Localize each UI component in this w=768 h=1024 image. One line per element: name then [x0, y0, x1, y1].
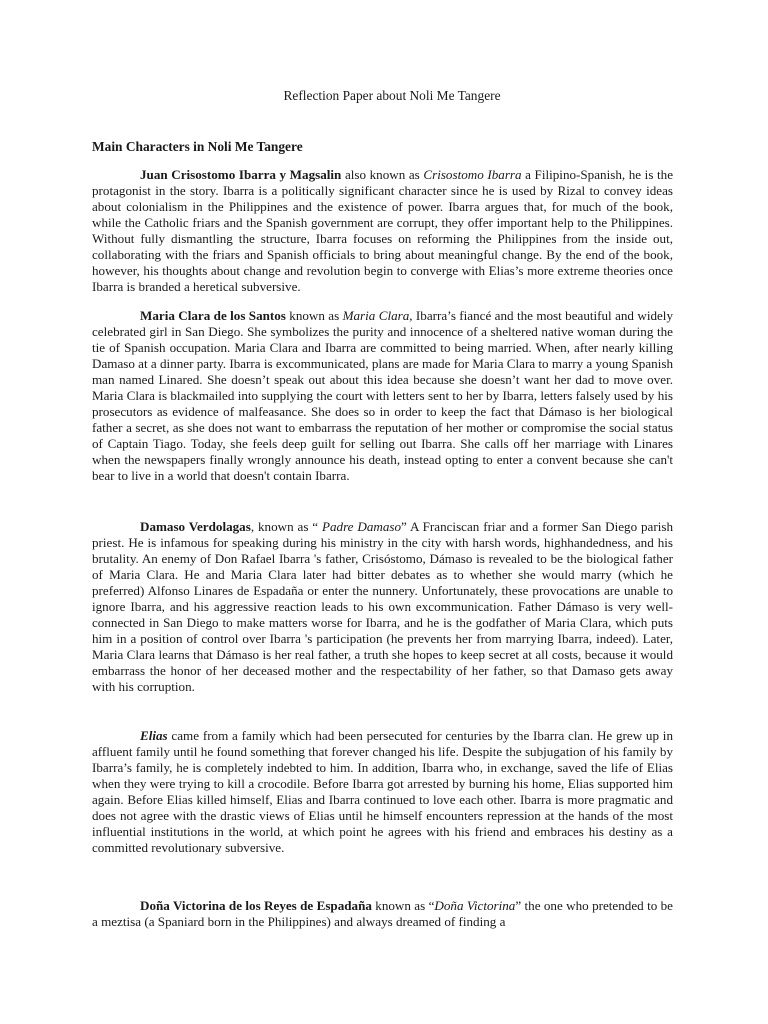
paragraph-text: known as — [285, 308, 343, 323]
paragraph-dona-victorina — [92, 898, 673, 930]
character-name: Damaso Verdolagas — [140, 519, 251, 534]
character-name: Elias — [140, 728, 168, 743]
paragraph-text: a Filipino-Spanish, he is the protagonist in the story. Ibarra is a politically significant character since he is used by Rizal to convey ideas about colonialism in the Philippines and the existence of power. Ibarra argues that, for much of the book, while the Catholic friars and the Spanish government are corrupt, they offer important help to the Philippines. Without fully dismantling the structure, Ibarra focuses on reforming the Philippines from the inside out, collaborating with the friars and Spanish officials to bring about meaningful change. By the end of the book, however, his thoughts about change and revolution begin to converge with Elias’s more extreme theories once Ibarra is branded a heretical subversive. — [92, 167, 674, 294]
character-alias: Maria Clara — [342, 308, 410, 323]
paragraph-text: came from a family which had been persecuted for centuries by the Ibarra clan. He grew up in affluent family until he found something that forever changed his life. Despite the subjugation of his family by Ibarra’s family, he is completely indebted to him. In addition, Ibarra who, in exchange, saved the life of Elias when they were trying to kill a crocodile. Before Ibarra got arrested by burning his home, Elias supported him again. Before Elias killed himself, Elias and Ibarra continued to love each other. Ibarra is more pragmatic and does not agree with the drastic views of Elias until he himself encounters repression at the hands of the most influential institutions in the world, at which point he agrees with his friend and embraces his destiny as a committed revolutionary subversive. — [92, 728, 673, 855]
character-name: Doña Victorina de los Reyes de Espadaña — [140, 898, 372, 913]
paragraph-text: ” A Franciscan friar and a former San Diego parish priest. He is infamous for speaking during his ministry in the city with harsh words, highhandedness, and his brutality. An enemy of Don Rafael Ibarra 's father, Crisóstomo, Dámaso is revealed to be the biological father of Maria Clara. He and Maria Clara later had bitter debates as to whether she would marry (which he preferred) Alfonso Linares de Espadaña or enter the nunnery. Unfortunately, these provocations are unable to ignore Ibarra, and his aggressive reaction leads to his own excommunication. Father Dámaso is very well-connected in San Diego to make matters worse for Ibarra, and he is the godfather of Maria Clara, which puts him in a position of control over Ibarra 's participation (he prevents her from marrying Ibarra, indeed). Later, Maria Clara learns that Dámaso is her real father, a truth she hopes to keep secret at all costs, because it would embarrass the honor of her deceased mother and the respectability of her father, so that Damaso gets away with his corruption. — [92, 519, 673, 694]
character-alias: Padre Damaso — [321, 519, 402, 534]
section-heading: Main Characters in Noli Me Tangere — [92, 139, 303, 154]
paragraph-text: known as “ — [371, 898, 435, 913]
paragraph-maria-clara — [92, 308, 673, 484]
character-name: Juan Crisostomo Ibarra y Magsalin — [140, 167, 342, 182]
paragraph-ibarra — [92, 167, 673, 295]
paragraph-text: , known as “ — [250, 519, 322, 534]
character-alias: Crisostomo Ibarra — [423, 167, 522, 182]
paragraph-text: , Ibarra’s fiancé and the most beautiful and widely celebrated girl in San Diego. She symbolizes the purity and innocence of a sheltered native woman during the tie of Spanish occupation. Maria Clara and Ibarra are committed to being married. When, after nearly killing Damaso at a dinner party. Ibarra is excommunicated, plans are made for Maria Clara to marry a young Spanish man named Linared. She doesn’t speak out about this idea because she doesn’t want her dad to move over. Maria Clara is blackmailed into supplying the court with letters sent to her by Ibarra, letters falsely used by his prosecutors as evidence of malfeasance. She does so in order to keep the fact that Dámaso is her biological father a secret, as she does not want to embarrass the reputation of her mother or compromise the social status of Captain Tiago. Today, she feels deep guilt for selling out Ibarra. She calls off her marriage with Linares when the newspapers finally wrongly announce his death, instead opting to enter a convent because she can't bear to live in a world that doesn't contain Ibarra. — [92, 308, 673, 483]
character-alias: Doña Victorina — [434, 898, 516, 913]
document-title: Reflection Paper about Noli Me Tangere — [283, 88, 501, 103]
paragraph-text: ” the one who pretended to be a meztisa (a Spaniard born in the Philippines) and always dreamed of finding a — [92, 898, 673, 929]
paragraph-damaso — [92, 519, 673, 695]
paragraph-elias — [92, 728, 673, 856]
character-name: Maria Clara de los Santos — [140, 308, 286, 323]
paragraph-text: also known as — [341, 167, 424, 182]
